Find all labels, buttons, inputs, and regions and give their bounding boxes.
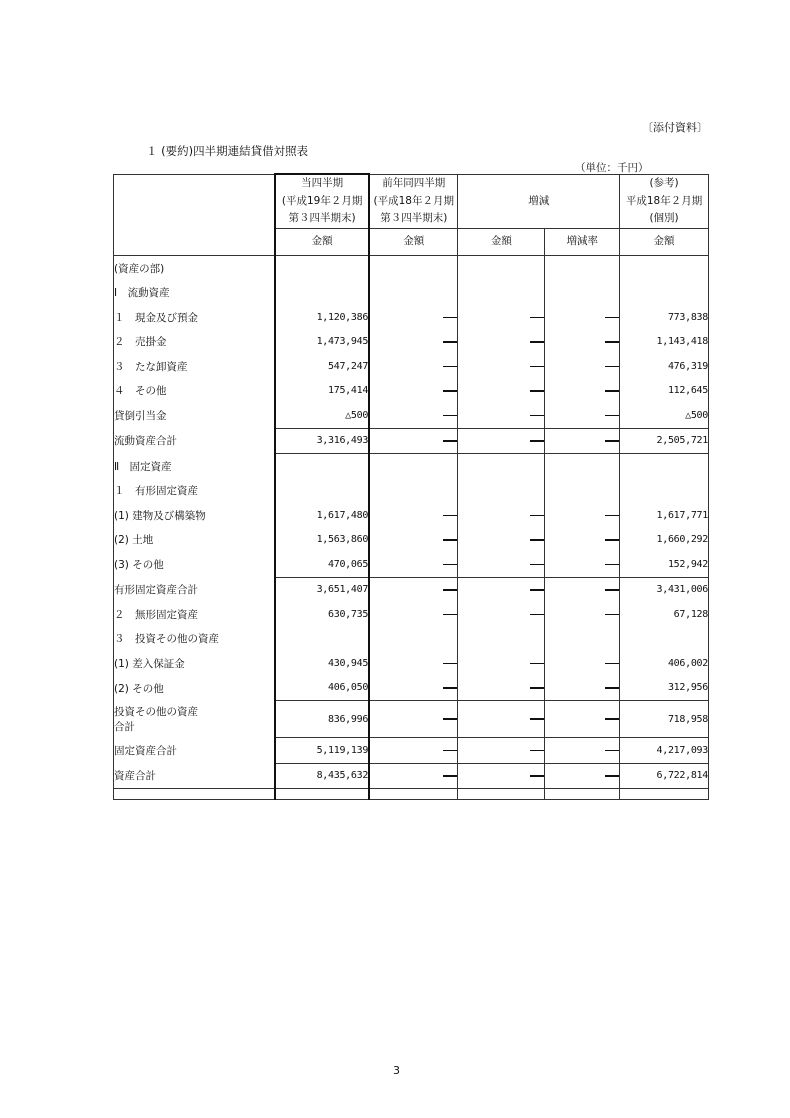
dash-mark <box>605 415 619 417</box>
unit-label: （単位：千円） <box>575 162 649 174</box>
cell-prior <box>369 528 458 553</box>
row-label: (資産の部) <box>114 256 276 281</box>
cell-prior <box>369 763 458 789</box>
empty-cell <box>275 789 369 800</box>
dash-mark <box>605 341 619 343</box>
dash-mark <box>530 775 544 777</box>
table-row-empty <box>114 789 709 800</box>
dash-mark <box>530 390 544 392</box>
cell-prior <box>369 577 458 602</box>
cell-change <box>458 379 545 404</box>
table-row <box>114 602 709 627</box>
cell-rate <box>545 676 620 701</box>
dash-mark <box>530 663 544 665</box>
dash-mark <box>443 539 457 541</box>
dash-mark <box>530 687 544 689</box>
cell-reference: 1,660,292 <box>620 528 709 553</box>
cell-reference <box>620 627 709 652</box>
header-amount: 金額 <box>458 229 545 256</box>
cell-prior <box>369 651 458 676</box>
cell-current: 470,065 <box>275 552 369 577</box>
dash-mark <box>605 390 619 392</box>
dash-mark <box>443 440 457 442</box>
table-row <box>114 676 709 701</box>
page-number: 3 <box>393 1064 400 1077</box>
dash-mark <box>443 415 457 417</box>
cell-reference: 718,958 <box>620 701 709 738</box>
cell-reference: 1,617,771 <box>620 503 709 528</box>
dash-mark <box>605 614 619 616</box>
cell-rate <box>545 627 620 652</box>
row-label: (1) 差入保証金 <box>114 651 276 676</box>
dash-mark <box>605 687 619 689</box>
header-blank <box>114 174 276 256</box>
header-text: 平成18年２月期 <box>625 194 703 207</box>
dash-mark <box>605 750 619 752</box>
cell-change <box>458 479 545 504</box>
row-label: Ⅰ 流動資産 <box>114 281 276 306</box>
cell-change <box>458 627 545 652</box>
cell-rate <box>545 305 620 330</box>
cell-change <box>458 503 545 528</box>
cell-prior <box>369 627 458 652</box>
table-row <box>114 379 709 404</box>
header-amount: 金額 <box>620 229 709 256</box>
cell-rate <box>545 738 620 764</box>
row-label: (2) 土地 <box>114 528 276 553</box>
cell-current <box>275 454 369 479</box>
row-label: 有形固定資産合計 <box>114 577 276 602</box>
cell-rate <box>545 503 620 528</box>
row-label: (1) 建物及び構築物 <box>114 503 276 528</box>
cell-current: 836,996 <box>275 701 369 738</box>
table-row <box>114 552 709 577</box>
cell-prior <box>369 330 458 355</box>
dash-mark <box>530 564 544 566</box>
header-text: 前年同四半期 <box>382 177 446 189</box>
table-row <box>114 281 709 306</box>
row-label: (2) その他 <box>114 676 276 701</box>
cell-prior <box>369 738 458 764</box>
row-label: １ 現金及び預金 <box>114 305 276 330</box>
header-text: (平成18年２月期 <box>373 194 454 207</box>
row-label: ２ 売掛金 <box>114 330 276 355</box>
cell-prior <box>369 602 458 627</box>
dash-mark <box>443 390 457 392</box>
cell-change <box>458 256 545 281</box>
row-label: ３ たな卸資産 <box>114 354 276 379</box>
row-label <box>114 701 276 738</box>
cell-reference <box>620 281 709 306</box>
dash-mark <box>443 564 457 566</box>
dash-mark <box>605 366 619 368</box>
dash-mark <box>530 366 544 368</box>
cell-change <box>458 528 545 553</box>
cell-rate <box>545 354 620 379</box>
cell-rate <box>545 454 620 479</box>
row-label-line: 合計 <box>114 721 135 733</box>
cell-prior <box>369 428 458 454</box>
row-label-line: 投資その他の資産 <box>114 706 198 718</box>
cell-current: 630,735 <box>275 602 369 627</box>
cell-current: 430,945 <box>275 651 369 676</box>
row-label: 固定資産合計 <box>114 738 276 764</box>
page-title: １ (要約)四半期連結貸借対照表 <box>146 144 309 158</box>
header-reference <box>620 174 709 229</box>
cell-current: 1,473,945 <box>275 330 369 355</box>
dash-mark <box>530 515 544 517</box>
cell-prior <box>369 403 458 428</box>
cell-change <box>458 602 545 627</box>
cell-prior <box>369 676 458 701</box>
dash-mark <box>443 718 457 720</box>
header-current-period <box>275 174 369 229</box>
cell-current: 5,119,139 <box>275 738 369 764</box>
cell-rate <box>545 479 620 504</box>
cell-change <box>458 330 545 355</box>
table-row <box>114 330 709 355</box>
dash-mark <box>530 341 544 343</box>
cell-rate <box>545 256 620 281</box>
cell-rate <box>545 701 620 738</box>
empty-cell <box>114 789 276 800</box>
dash-mark <box>443 589 457 591</box>
cell-current: 1,563,860 <box>275 528 369 553</box>
header-amount: 金額 <box>275 229 369 256</box>
dash-mark <box>530 317 544 319</box>
table-row <box>114 479 709 504</box>
cell-rate <box>545 330 620 355</box>
balance-sheet-table <box>113 173 709 800</box>
dash-mark <box>443 750 457 752</box>
cell-change <box>458 651 545 676</box>
dash-mark <box>443 775 457 777</box>
table-row <box>114 403 709 428</box>
cell-prior <box>369 479 458 504</box>
cell-current: 547,247 <box>275 354 369 379</box>
cell-rate <box>545 428 620 454</box>
row-label: ４ その他 <box>114 379 276 404</box>
cell-current: 3,651,407 <box>275 577 369 602</box>
cell-current: 1,120,386 <box>275 305 369 330</box>
cell-reference: 152,942 <box>620 552 709 577</box>
row-label: １ 有形固定資産 <box>114 479 276 504</box>
cell-reference: 773,838 <box>620 305 709 330</box>
dash-mark <box>530 718 544 720</box>
row-label: 資産合計 <box>114 763 276 789</box>
cell-current <box>275 627 369 652</box>
table-row <box>114 354 709 379</box>
cell-current: 1,617,480 <box>275 503 369 528</box>
cell-current: △500 <box>275 403 369 428</box>
dash-mark <box>530 415 544 417</box>
dash-mark <box>530 589 544 591</box>
table-row <box>114 305 709 330</box>
row-label: (3) その他 <box>114 552 276 577</box>
cell-reference: 476,319 <box>620 354 709 379</box>
cell-reference: 312,956 <box>620 676 709 701</box>
cell-rate <box>545 403 620 428</box>
cell-reference: 406,002 <box>620 651 709 676</box>
header-amount: 金額 <box>369 229 458 256</box>
header-change: 増減 <box>458 174 620 229</box>
cell-rate <box>545 602 620 627</box>
dash-mark <box>605 718 619 720</box>
header-text: 第３四半期末) <box>288 212 356 225</box>
cell-change <box>458 428 545 454</box>
cell-reference: 112,645 <box>620 379 709 404</box>
dash-mark <box>605 564 619 566</box>
empty-cell <box>545 789 620 800</box>
cell-rate <box>545 651 620 676</box>
dash-mark <box>443 341 457 343</box>
dash-mark <box>443 317 457 319</box>
cell-reference <box>620 256 709 281</box>
cell-rate <box>545 763 620 789</box>
cell-prior <box>369 503 458 528</box>
cell-current <box>275 479 369 504</box>
cell-reference: 67,128 <box>620 602 709 627</box>
cell-change <box>458 552 545 577</box>
cell-current: 8,435,632 <box>275 763 369 789</box>
cell-change <box>458 577 545 602</box>
dash-mark <box>605 663 619 665</box>
row-label: Ⅱ 固定資産 <box>114 454 276 479</box>
dash-mark <box>530 750 544 752</box>
cell-prior <box>369 552 458 577</box>
cell-reference: 3,431,006 <box>620 577 709 602</box>
dash-mark <box>530 440 544 442</box>
cell-rate <box>545 281 620 306</box>
dash-mark <box>443 366 457 368</box>
dash-mark <box>443 687 457 689</box>
header-text: (参考) <box>649 177 679 189</box>
row-label: ２ 無形固定資産 <box>114 602 276 627</box>
cell-change <box>458 454 545 479</box>
cell-change <box>458 676 545 701</box>
cell-rate <box>545 577 620 602</box>
dash-mark <box>530 614 544 616</box>
cell-prior <box>369 701 458 738</box>
table-row <box>114 651 709 676</box>
empty-cell <box>620 789 709 800</box>
cell-current: 3,316,493 <box>275 428 369 454</box>
header-text: 当四半期 <box>301 177 344 190</box>
empty-cell <box>369 789 458 800</box>
cell-prior <box>369 305 458 330</box>
cell-reference <box>620 454 709 479</box>
header-change-rate: 増減率 <box>545 229 620 256</box>
cell-change <box>458 281 545 306</box>
cell-current <box>275 281 369 306</box>
cell-change <box>458 763 545 789</box>
cell-change <box>458 701 545 738</box>
dash-mark <box>443 515 457 517</box>
dash-mark <box>530 539 544 541</box>
table-row <box>114 428 709 454</box>
cell-rate <box>545 379 620 404</box>
cell-reference: 2,505,721 <box>620 428 709 454</box>
cell-change <box>458 403 545 428</box>
dash-mark <box>443 614 457 616</box>
cell-prior <box>369 256 458 281</box>
cell-prior <box>369 354 458 379</box>
cell-reference: 6,722,814 <box>620 763 709 789</box>
cell-rate <box>545 528 620 553</box>
table-row <box>114 454 709 479</box>
attachment-label: 〔添付資料〕 <box>642 121 708 134</box>
dash-mark <box>605 440 619 442</box>
cell-reference: △500 <box>620 403 709 428</box>
dash-mark <box>443 663 457 665</box>
dash-mark <box>605 515 619 517</box>
row-label: 貸倒引当金 <box>114 403 276 428</box>
table-row <box>114 627 709 652</box>
dash-mark <box>605 317 619 319</box>
cell-reference: 1,143,418 <box>620 330 709 355</box>
cell-reference: 4,217,093 <box>620 738 709 764</box>
cell-reference <box>620 479 709 504</box>
header-prior-period <box>369 174 458 229</box>
dash-mark <box>605 589 619 591</box>
table-row <box>114 528 709 553</box>
dash-mark <box>605 539 619 541</box>
row-label: 流動資産合計 <box>114 428 276 454</box>
row-label: ３ 投資その他の資産 <box>114 627 276 652</box>
cell-current <box>275 256 369 281</box>
cell-rate <box>545 552 620 577</box>
table-row <box>114 256 709 281</box>
cell-current: 175,414 <box>275 379 369 404</box>
cell-change <box>458 305 545 330</box>
cell-prior <box>369 454 458 479</box>
cell-prior <box>369 281 458 306</box>
empty-cell <box>458 789 545 800</box>
cell-change <box>458 738 545 764</box>
header-text: (平成19年２月期 <box>281 194 363 207</box>
table-row <box>114 738 709 764</box>
table-row <box>114 763 709 789</box>
cell-change <box>458 354 545 379</box>
table-row <box>114 577 709 602</box>
table-row <box>114 503 709 528</box>
table-row <box>114 701 709 738</box>
header-text: 第３四半期末) <box>380 212 448 224</box>
cell-current: 406,050 <box>275 676 369 701</box>
header-text: (個別) <box>649 212 679 224</box>
cell-prior <box>369 379 458 404</box>
dash-mark <box>605 775 619 777</box>
